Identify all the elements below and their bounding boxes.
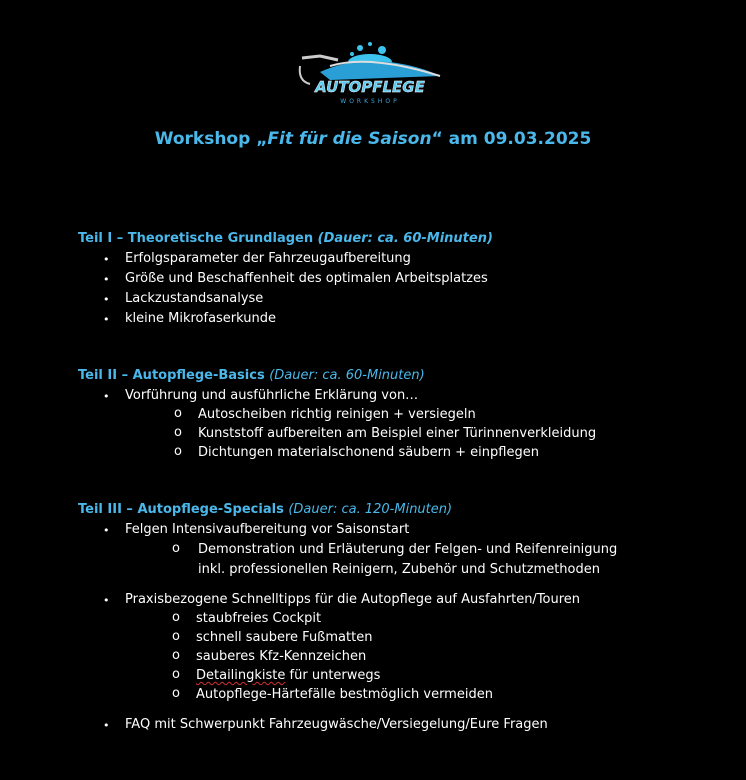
list-item: Größe und Beschaffenheit des optimalen Arbeitsplatzes [125,271,488,286]
bullet-icon: • [103,390,110,403]
sub-bullet-icon: o [172,667,180,682]
list-item: Erfolgsparameter der Fahrzeugaufbereitung [125,251,411,266]
bullet-icon: • [103,719,110,732]
spellcheck-word: Detailingkiste [196,668,286,683]
list-item: Vorführung und ausführliche Erklärung von… [125,388,419,403]
page-title: Workshop „Fit für die Saison“ am 09.03.2025 [154,129,592,149]
section-heading-3: Teil III – Autopflege-Specials (Dauer: ca. 120-Minuten) [78,502,453,517]
bullet-icon: • [103,273,110,286]
section-heading-1: Teil I – Theoretische Grundlagen (Dauer: ca. 60-Minuten) [78,231,493,246]
bullet-icon: • [103,524,110,537]
sub-list-item: Dichtungen materialschonend säubern + einpflegen [198,445,539,460]
sub-list-item: staubfreies Cockpit [196,611,322,626]
bullet-icon: • [103,594,110,607]
sub-bullet-icon: o [172,610,180,625]
bullet-icon: • [103,253,110,266]
sub-bullet-icon: o [172,541,180,556]
sub-list-item: sauberes Kfz-Kennzeichen [196,649,367,664]
autopflege-workshop-logo [290,36,450,106]
sub-bullet-icon: o [174,406,182,421]
sub-bullet-icon: o [172,648,180,663]
sub-list-item-continued: inkl. professionellen Reinigern, Zubehör und Schutzmethoden [198,562,600,577]
sub-list-item: Kunststoff aufbereiten am Beispiel einer Türinnenverkleidung [198,426,597,441]
sub-list-item: Autoscheiben richtig reinigen + versiegeln [198,407,476,422]
sub-list-item: schnell saubere Fußmatten [196,630,373,645]
list-item: kleine Mikrofaserkunde [125,311,277,326]
svg-text:AUTOPFLEGE: AUTOPFLEGE [315,78,425,96]
sub-bullet-icon: o [174,425,182,440]
list-item: Felgen Intensivaufbereitung vor Saisonstart [125,522,410,537]
sub-list-item: Detailingkiste für unterwegs [196,668,381,683]
list-item: Lackzustandsanalyse [125,291,264,306]
sub-list-item: Demonstration und Erläuterung der Felgen- und Reifenreinigung [198,542,618,557]
sub-list-item: Autopflege-Härtefälle bestmöglich vermeiden [196,687,493,702]
section-heading-2: Teil II – Autopflege-Basics (Dauer: ca. 60-Minuten) [78,368,425,383]
svg-text:WORKSHOP: WORKSHOP [340,98,400,105]
bullet-icon: • [103,293,110,306]
list-item: Praxisbezogene Schnelltipps für die Autopflege auf Ausfahrten/Touren [125,592,581,607]
car-wash-logo-icon [290,36,450,106]
sub-bullet-icon: o [174,444,182,459]
list-item: FAQ mit Schwerpunkt Fahrzeugwäsche/Versiegelung/Eure Fragen [125,717,548,732]
bullet-icon: • [103,313,110,326]
sub-bullet-icon: o [172,629,180,644]
sub-bullet-icon: o [172,686,180,701]
